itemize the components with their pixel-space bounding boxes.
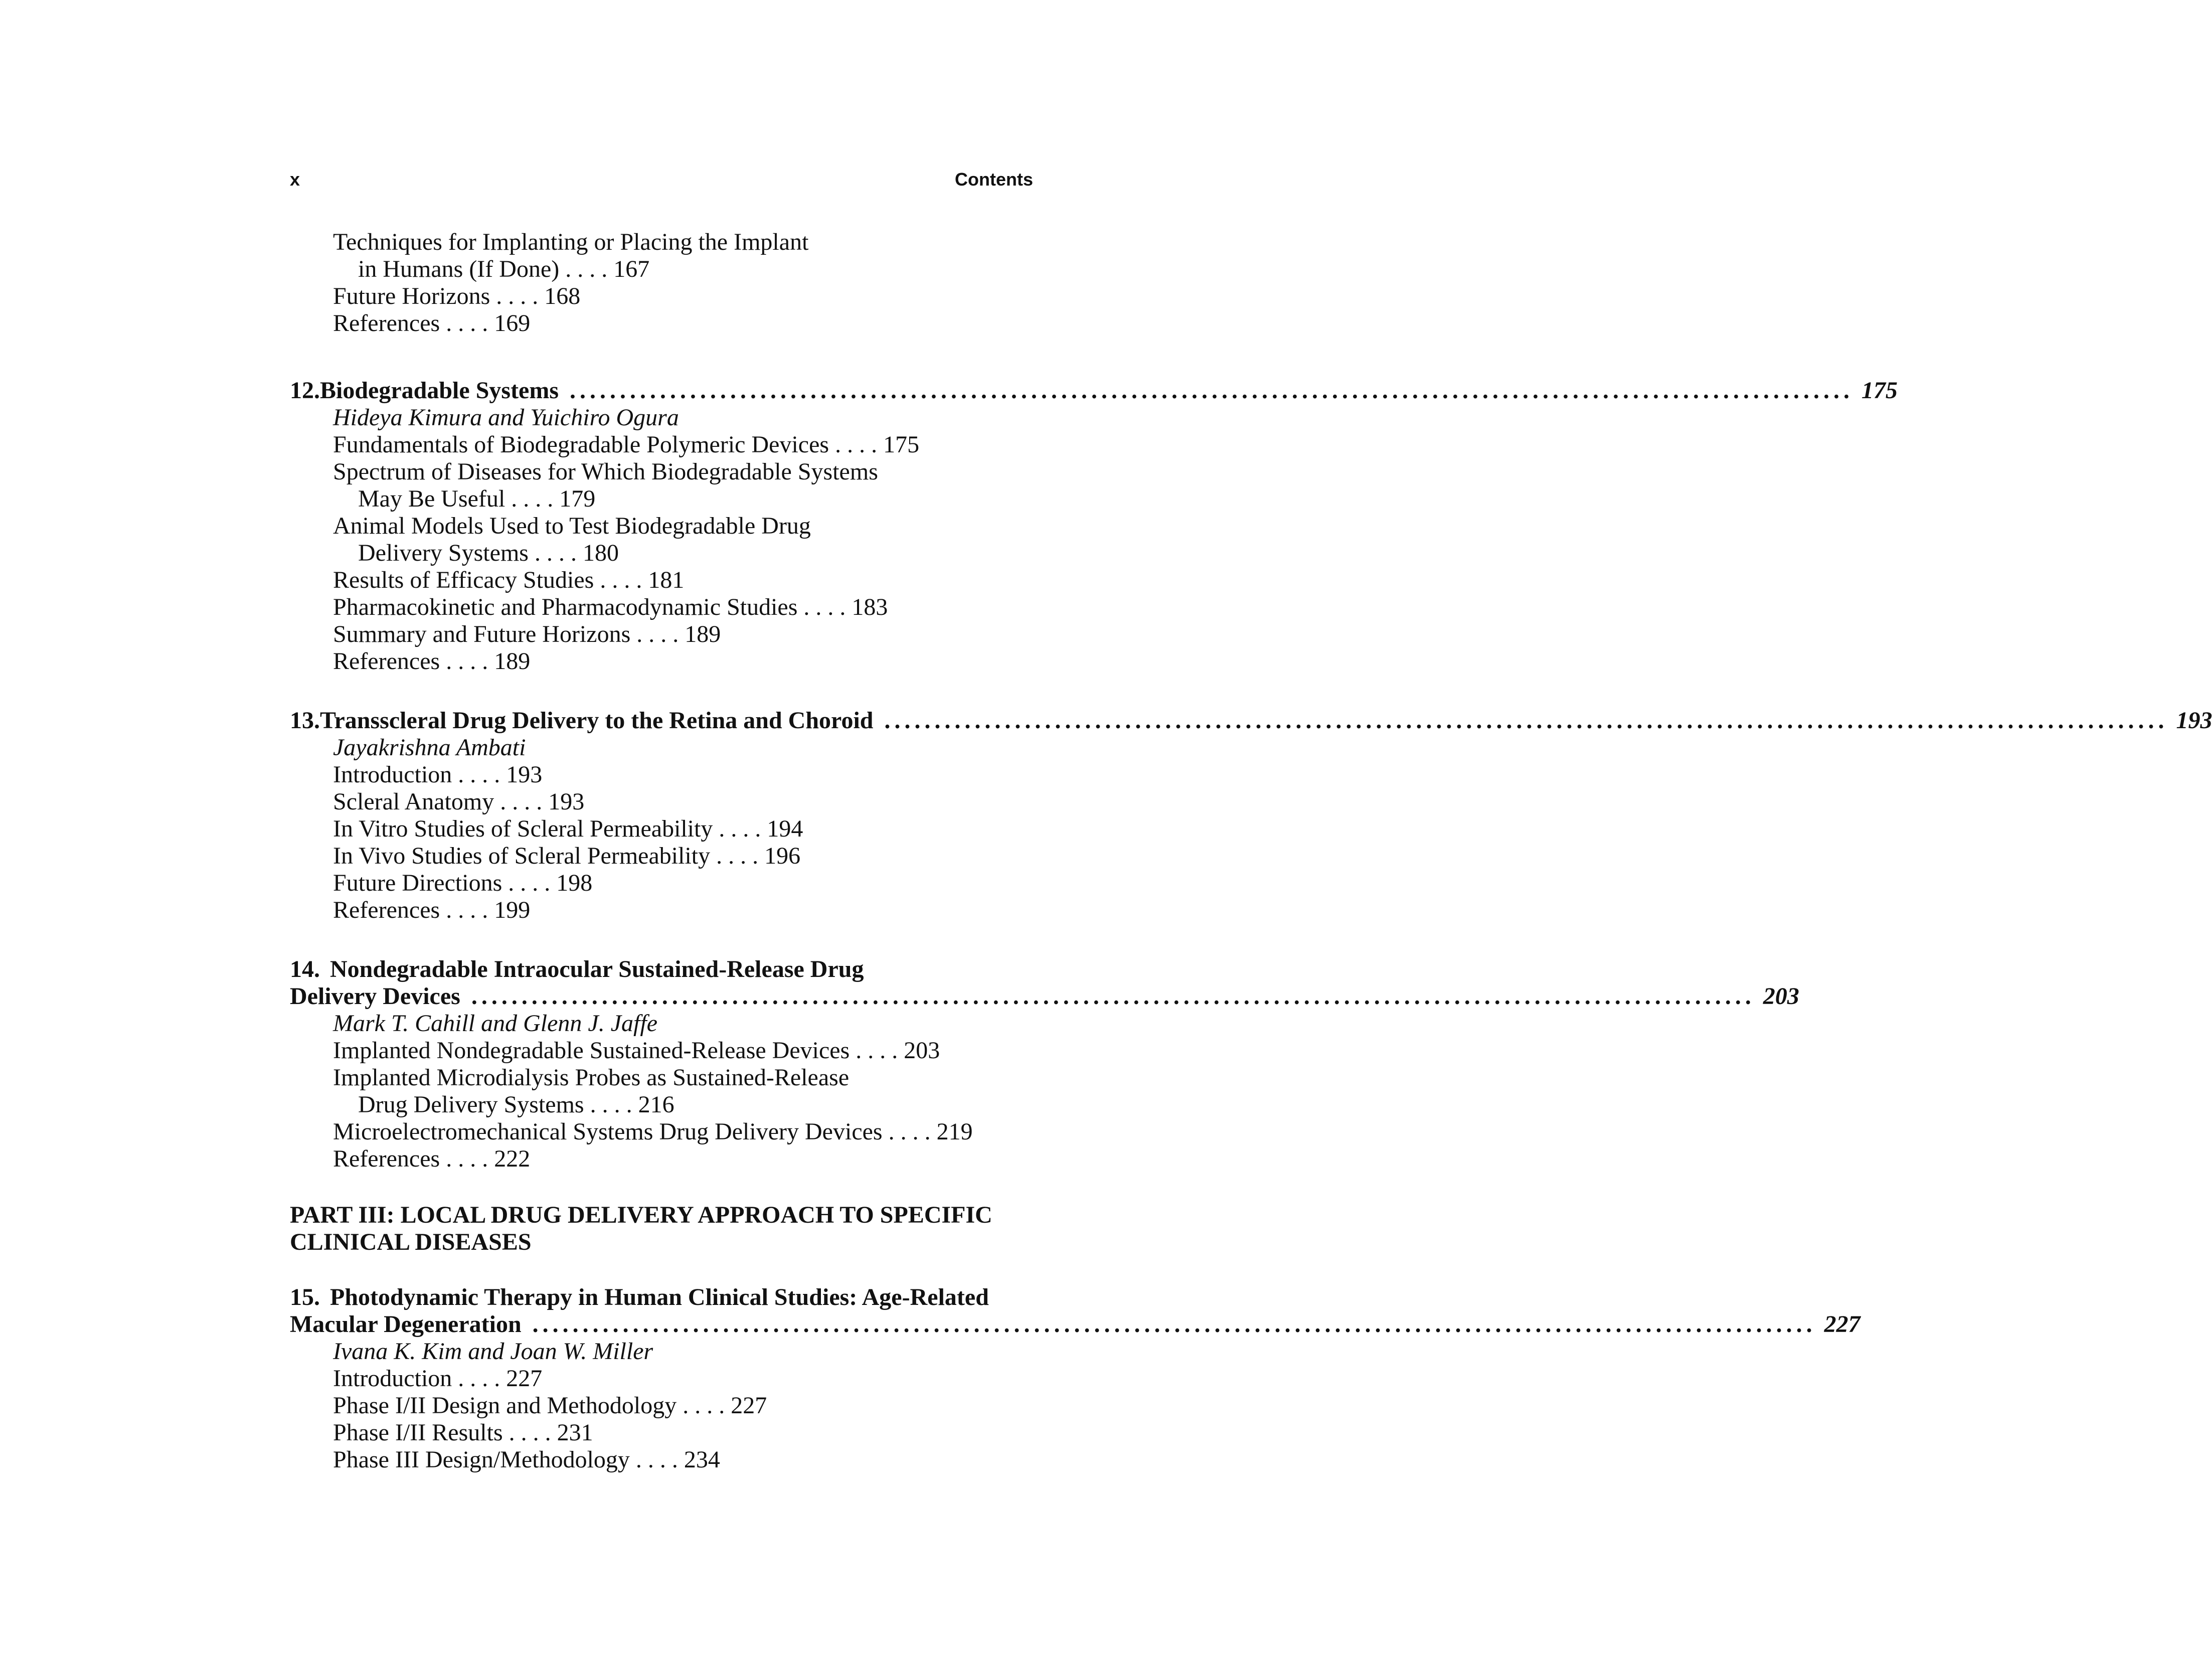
toc-entry: Phase I/II Design and Methodology . . . . 227: [333, 1392, 767, 1419]
chapter-number: 13.: [290, 707, 320, 734]
toc-entry: Drug Delivery Systems . . . . 216: [358, 1091, 674, 1118]
toc-entry: Future Directions . . . . 198: [333, 870, 593, 896]
toc-entry: Techniques for Implanting or Placing the Implant: [333, 229, 809, 255]
toc-entry: Introduction . . . . 193: [333, 761, 543, 788]
toc-entry: References . . . . 222: [333, 1145, 531, 1172]
chapter-heading-15: [290, 1284, 1034, 1311]
toc-entry: Phase III Design/Methodology . . . . 234: [333, 1446, 720, 1473]
chapter-heading-14: [290, 956, 1034, 983]
toc-entry: In Vivo Studies of Scleral Permeability . . . . 196: [333, 843, 801, 869]
chapter-number: 12.: [290, 377, 320, 404]
toc-entry: References . . . . 169: [333, 310, 531, 337]
toc-entry: Pharmacokinetic and Pharmacodynamic Studies . . . . 183: [333, 594, 888, 620]
chapter-page: 227: [1824, 1311, 1860, 1338]
toc-entry: Implanted Microdialysis Probes as Sustained-Release: [333, 1064, 849, 1091]
chapter-heading-15-cont: [290, 1311, 1860, 1338]
chapter-authors: Mark T. Cahill and Glenn J. Jaffe: [333, 1010, 658, 1037]
toc-entry: Introduction . . . . 227: [333, 1365, 543, 1392]
chapter-page: 175: [1861, 377, 1898, 404]
chapter-authors: Hideya Kimura and Yuichiro Ogura: [333, 404, 679, 431]
chapter-title: Nondegradable Intraocular Sustained-Release Drug: [330, 956, 864, 982]
toc-entry: Phase I/II Results . . . . 231: [333, 1419, 593, 1446]
toc-entry: In Vitro Studies of Scleral Permeability . . . . 194: [333, 815, 803, 842]
dot-leader: ................................................................................................................................: [532, 1311, 1816, 1338]
dot-leader: ................................................................................................................................: [884, 707, 2168, 734]
toc-entry: Results of Efficacy Studies . . . . 181: [333, 567, 685, 593]
page-number: x: [290, 169, 300, 190]
toc-entry: Delivery Systems . . . . 180: [358, 540, 619, 566]
toc-entry: in Humans (If Done) . . . . 167: [358, 256, 650, 282]
toc-entry: References . . . . 199: [333, 897, 531, 923]
chapter-heading-12: [290, 377, 1898, 404]
toc-entry: Summary and Future Horizons . . . . 189: [333, 621, 721, 647]
chapter-page: 203: [1763, 983, 1799, 1010]
chapter-page: 193: [2176, 707, 2212, 734]
toc-entry: Implanted Nondegradable Sustained-Release Devices . . . . 203: [333, 1037, 940, 1064]
chapter-authors: Ivana K. Kim and Joan W. Miller: [333, 1338, 653, 1365]
dot-leader: ................................................................................................................................: [570, 377, 1854, 404]
chapter-heading-13: [290, 707, 2212, 734]
running-head-title: Contents: [955, 169, 1033, 190]
toc-entry: Future Horizons . . . . 168: [333, 283, 581, 309]
chapter-heading-14-cont: [290, 983, 1799, 1010]
chapter-number: 14.: [290, 956, 320, 982]
toc-entry: Fundamentals of Biodegradable Polymeric Devices . . . . 175: [333, 431, 920, 458]
chapter-number: 15.: [290, 1284, 320, 1310]
part-heading-cont: CLINICAL DISEASES: [290, 1229, 532, 1255]
toc-entry: References . . . . 189: [333, 648, 531, 675]
toc-entry: Animal Models Used to Test Biodegradable Drug: [333, 513, 811, 539]
dot-leader: ................................................................................................................................: [471, 983, 1755, 1010]
toc-entry: Scleral Anatomy . . . . 193: [333, 788, 585, 815]
chapter-title-cont: Macular Degeneration: [290, 1311, 522, 1338]
part-heading: PART III: LOCAL DRUG DELIVERY APPROACH TO SPECIFIC: [290, 1202, 992, 1228]
toc-entry: May Be Useful . . . . 179: [358, 485, 596, 512]
chapter-title: Transscleral Drug Delivery to the Retina and Choroid: [320, 707, 874, 734]
chapter-authors: Jayakrishna Ambati: [333, 734, 526, 761]
toc-entry: Microelectromechanical Systems Drug Delivery Devices . . . . 219: [333, 1118, 973, 1145]
toc-entry: Spectrum of Diseases for Which Biodegradable Systems: [333, 458, 878, 485]
chapter-title: Photodynamic Therapy in Human Clinical Studies: Age-Related: [330, 1284, 989, 1310]
chapter-title-cont: Delivery Devices: [290, 983, 460, 1010]
chapter-title: Biodegradable Systems: [320, 377, 559, 404]
